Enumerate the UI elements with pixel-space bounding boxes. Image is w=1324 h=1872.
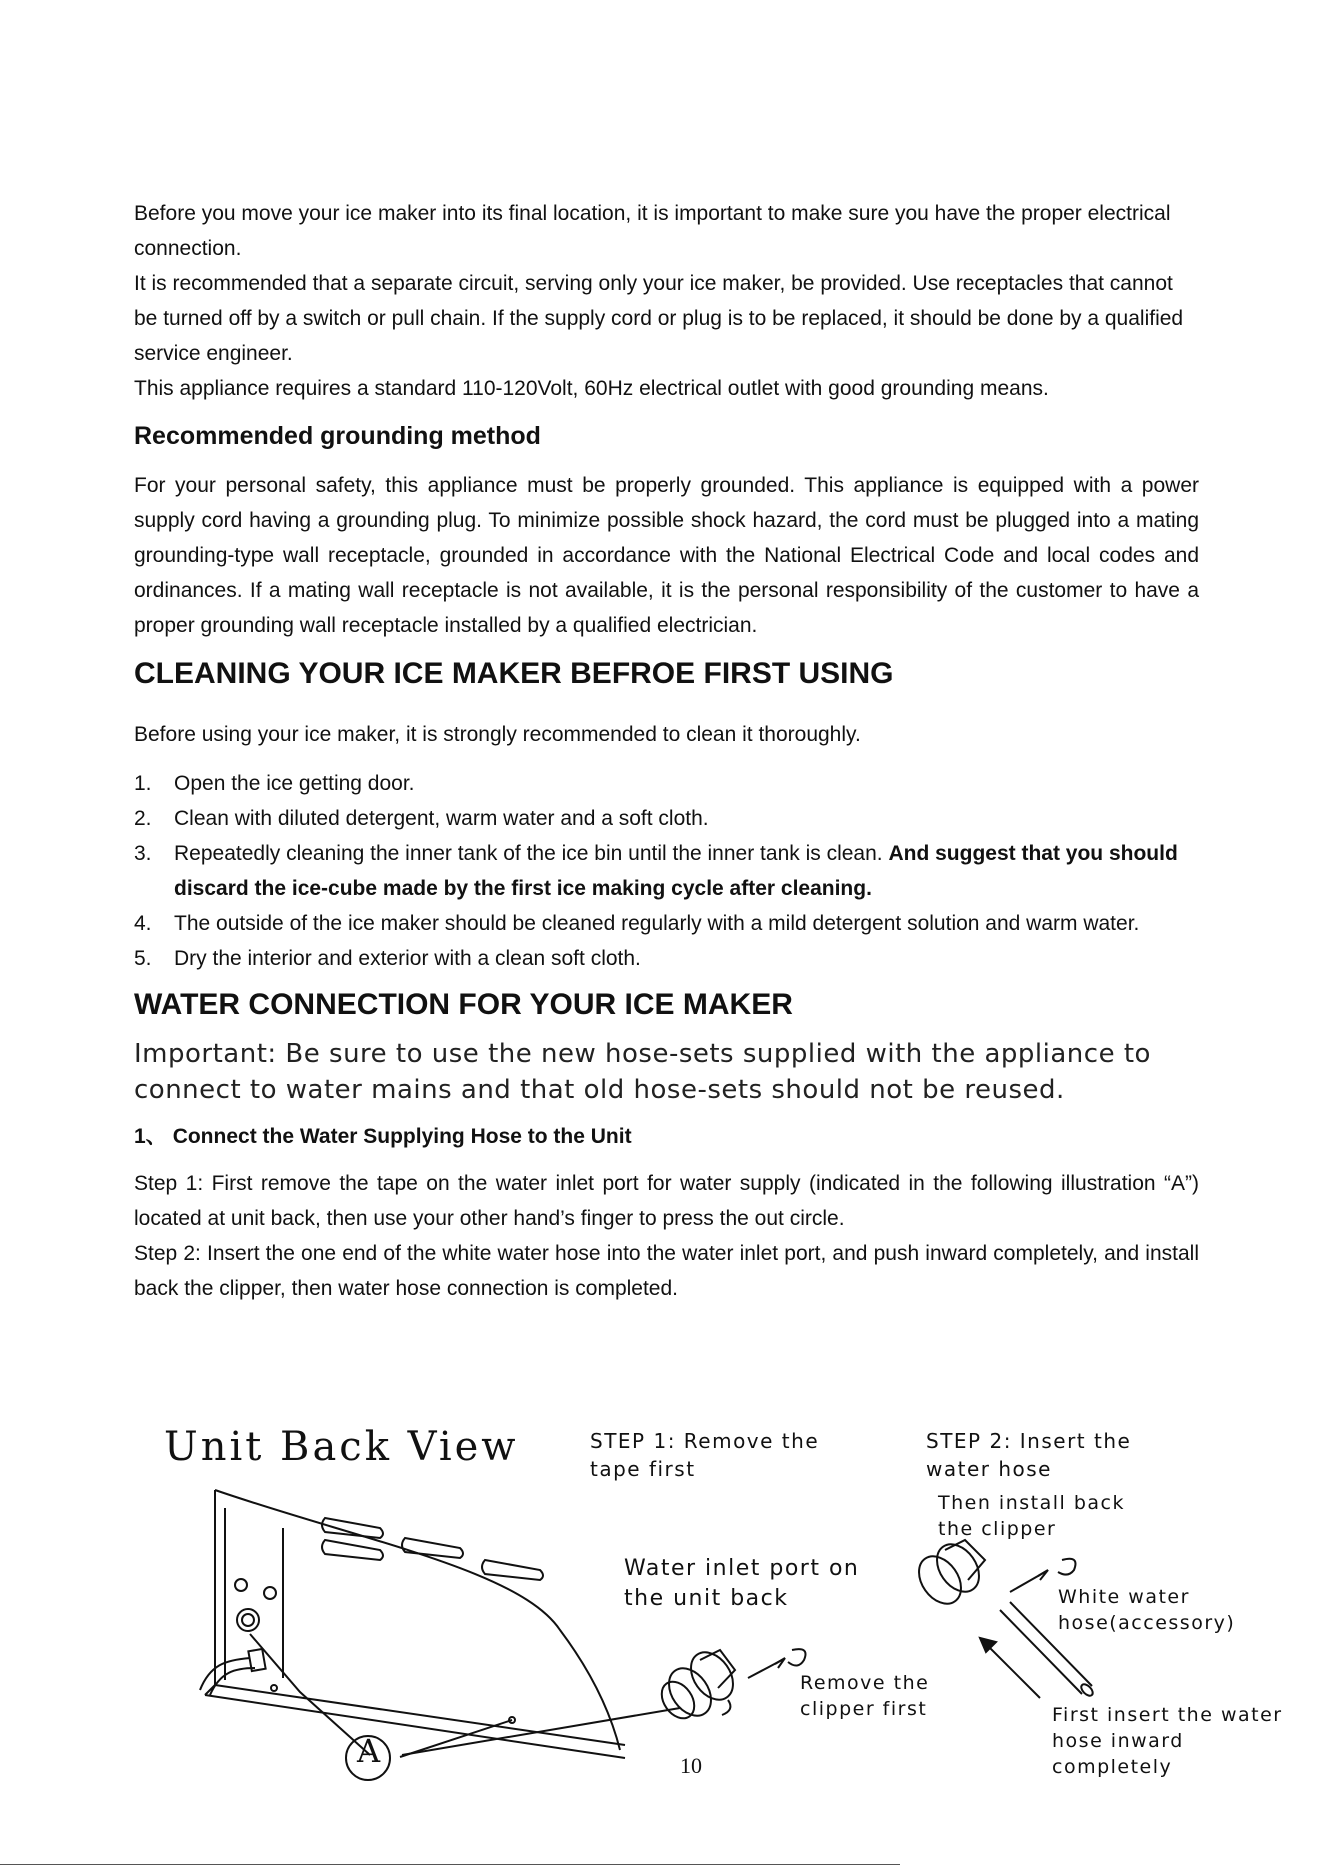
install-clipper-line1: Then install back bbox=[938, 1492, 1125, 1514]
insert-hose-label-line2: hose inward bbox=[1052, 1730, 1184, 1752]
unit-back-view-title: Unit Back View bbox=[164, 1424, 519, 1470]
inlet-coupler-illustration bbox=[655, 1644, 805, 1724]
step2-label-line1: STEP 2: Insert the bbox=[926, 1429, 1132, 1453]
subsection-heading bbox=[134, 1122, 1199, 1152]
hose-connection-diagram bbox=[0, 1410, 1324, 1810]
white-hose-label-line2: hose(accessory) bbox=[1058, 1612, 1236, 1634]
remove-clipper-label-line2: clipper first bbox=[800, 1698, 928, 1720]
step1-label-line2: tape first bbox=[590, 1457, 696, 1481]
insert-hose-label-line3: completely bbox=[1052, 1756, 1173, 1778]
step-text bbox=[174, 941, 1199, 976]
callout-a-label: A bbox=[357, 1732, 381, 1770]
cleaning-intro: Before using your ice maker, it is strongly recommended to clean it thoroughly. bbox=[134, 723, 861, 746]
list-item bbox=[134, 941, 1199, 976]
cleaning-steps-list bbox=[134, 766, 1199, 976]
intro-paragraph-2: It is recommended that a separate circuit, serving only your ice maker, be provided. Use receptacles that cannot be turned off by a switch or pull chain. If the supply cord or plug is to be replaced, it should be done by a qualified service engineer. bbox=[134, 272, 1184, 365]
footer-divider bbox=[0, 1864, 900, 1865]
step-number: 3. bbox=[134, 842, 152, 865]
inlet-port-label-line1: Water inlet port on bbox=[624, 1556, 860, 1581]
list-item bbox=[134, 906, 1199, 941]
inlet-port-label-line2: the unit back bbox=[624, 1586, 789, 1611]
step-text-regular: Open the ice getting door. bbox=[174, 772, 415, 795]
subsection-number: 1、 bbox=[134, 1125, 167, 1148]
step-number: 5. bbox=[134, 947, 152, 970]
list-item bbox=[134, 836, 1199, 906]
insert-hose-label-line1: First insert the water bbox=[1052, 1704, 1283, 1726]
step-text-regular: Repeatedly cleaning the inner tank of the ice bin until the inner tank is clean. bbox=[174, 842, 889, 865]
important-note: Important: Be sure to use the new hose-sets supplied with the appliance to connect to water mains and that old hose-sets should not be reused. bbox=[134, 1039, 1151, 1105]
subsection-title: Connect the Water Supplying Hose to the Unit bbox=[172, 1125, 632, 1148]
unit-back-illustration bbox=[200, 1490, 625, 1758]
intro-paragraph-3: This appliance requires a standard 110-120Volt, 60Hz electrical outlet with good grounding means. bbox=[134, 377, 1049, 400]
water-step-1: Step 1: First remove the tape on the water inlet port for water supply (indicated in the following illustration “A”) located at unit back, then use your other hand’s finger to press the out circle. bbox=[134, 1172, 1199, 1230]
step-text-regular: The outside of the ice maker should be cleaned regularly with a mild detergent solution and warm water. bbox=[174, 912, 1140, 935]
page-content bbox=[134, 196, 1199, 1306]
step-text-regular: Dry the interior and exterior with a clean soft cloth. bbox=[174, 947, 641, 970]
water-step-2: Step 2: Insert the one end of the white water hose into the water inlet port, and push inward completely, and install back the clipper, then water hose connection is completed. bbox=[134, 1242, 1199, 1300]
step-text bbox=[174, 801, 1199, 836]
step1-label-line1: STEP 1: Remove the bbox=[590, 1429, 820, 1453]
grounding-heading: Recommended grounding method bbox=[134, 422, 541, 450]
step-number: 1. bbox=[134, 772, 152, 795]
step-number: 2. bbox=[134, 807, 152, 830]
step-text bbox=[174, 906, 1199, 941]
list-item bbox=[134, 801, 1199, 836]
step-number: 4. bbox=[134, 912, 152, 935]
step2-label-line2: water hose bbox=[926, 1457, 1052, 1481]
step-text bbox=[174, 766, 1199, 801]
grounding-paragraph: For your personal safety, this appliance must be properly grounded. This appliance is equipped with a power supply cord having a grounding plug. To minimize possible shock hazard, the cord must be plugged into a mating grounding-type wall receptacle, grounded in accordance with the National Electrical Code and local codes and ordinances. If a mating wall receptacle is not available, it is the personal responsibility of the customer to have a proper grounding wall receptacle installed by a qualified electrician. bbox=[134, 474, 1199, 637]
remove-clipper-label-line1: Remove the bbox=[800, 1672, 930, 1694]
page-number: 10 bbox=[680, 1753, 702, 1778]
step-text-bold: And suggest that you should discard the ice-cube made by the first ice making cycle after cleaning. bbox=[174, 842, 1178, 900]
list-item bbox=[134, 766, 1199, 801]
white-hose-label-line1: White water bbox=[1058, 1586, 1190, 1608]
step-text-regular: Clean with diluted detergent, warm water and a soft cloth. bbox=[174, 807, 709, 830]
install-clipper-line2: the clipper bbox=[938, 1518, 1057, 1540]
water-connection-heading: WATER CONNECTION FOR YOUR ICE MAKER bbox=[134, 988, 793, 1021]
callout-lines bbox=[250, 1634, 680, 1780]
step-text bbox=[174, 836, 1199, 906]
cleaning-heading: CLEANING YOUR ICE MAKER BEFROE FIRST USING bbox=[134, 657, 894, 690]
intro-paragraph-1: Before you move your ice maker into its final location, it is important to make sure you have the proper electrical connection. bbox=[134, 202, 1171, 260]
